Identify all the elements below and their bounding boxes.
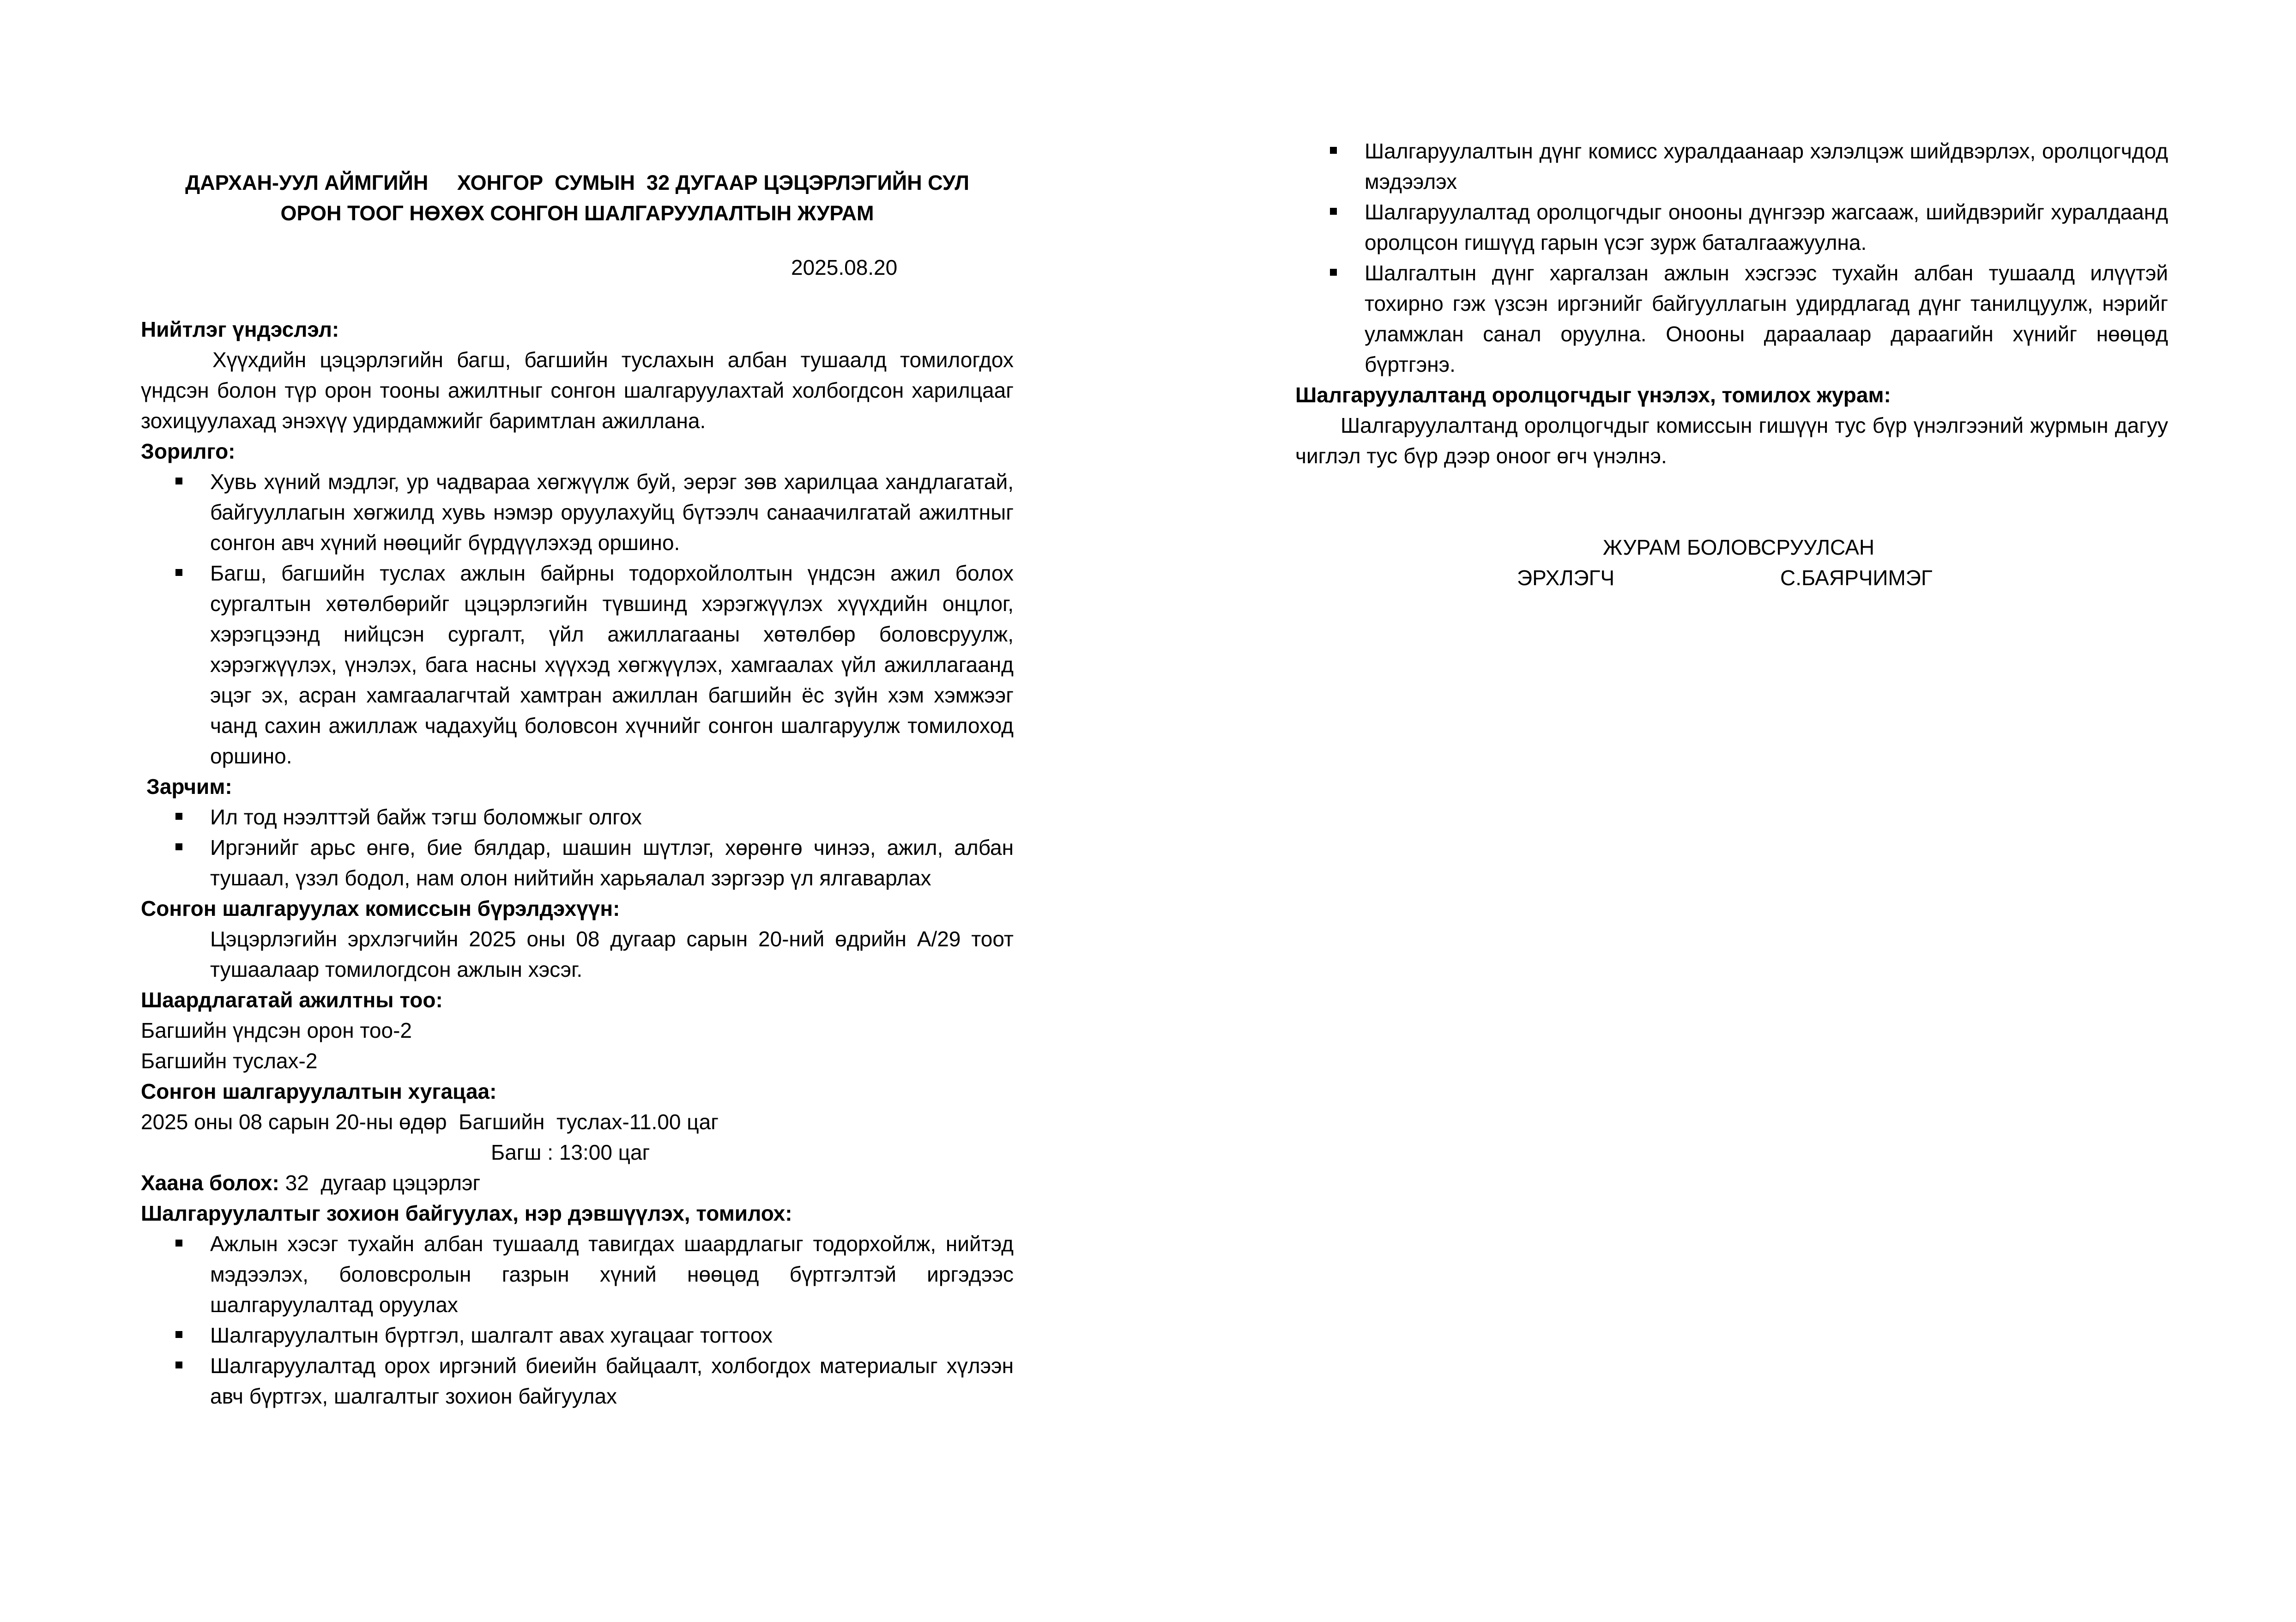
list-item: Ил тод нээлттэй байж тэгш боломжыг олгох — [141, 802, 1014, 832]
staff-line-2: Багшийн туслах-2 — [141, 1049, 318, 1073]
signature-role: ЭРХЛЭГЧ — [1517, 566, 1615, 590]
principle-heading: Зарчим: — [146, 775, 232, 799]
title-line-1: ДАРХАН-УУЛ АЙМГИЙН ХОНГОР СУМЫН 32 ДУГААР ЦЭЦЭРЛЭГИЙН СУЛ — [185, 171, 969, 194]
principle-list — [141, 802, 1014, 893]
staff-heading: Шаардлагатай ажилтны тоо: — [141, 988, 443, 1012]
place-row — [141, 1168, 1014, 1198]
list-item: Ажлын хэсэг тухайн албан тушаалд тавигдах шаардлагыг тодорхойлж, нийтэд мэдээлэх, боловсролын газрын хүний нөөцөд бүртгэлтэй иргэдээс шалгаруулалтад оруулах — [141, 1229, 1014, 1320]
staff-line-1: Багшийн үндсэн орон тоо-2 — [141, 1018, 412, 1042]
list-item: Хувь хүний мэдлэг, ур чадвараа хөгжүүлж буй, эерэг зөв харилцаа хандлагатай, байгууллагын хөгжилд хувь нэмэр оруулахуйц бүтээлч санаачилгатай ажилтныг сонгон авч хүний нөөцийг бүрдүүлэхэд оршино. — [141, 466, 1014, 558]
square-bullet-icon — [1330, 147, 1337, 154]
square-bullet-icon — [1330, 208, 1337, 215]
list-item: Шалгаруулалтын бүртгэл, шалгалт авах хугацааг тогтоох — [141, 1320, 1014, 1350]
time-heading: Сонгон шалгаруулалтын хугацаа: — [141, 1079, 497, 1103]
time-line-2: Багш : 13:00 цаг — [491, 1140, 650, 1164]
signature-title: ЖУРАМ БОЛОВСРУУЛСАН — [1602, 535, 1875, 559]
place-value: 32 дугаар цэцэрлэг — [279, 1171, 481, 1195]
right-body — [1295, 136, 2168, 593]
square-bullet-icon — [175, 478, 182, 484]
list-item: Иргэнийг арьс өнгө, бие бялдар, шашин шүтлэг, хөрөнгө чинээ, ажил, албан тушаал, үзэл бодол, нам олон нийтийн харьяалал зэргээр үл ялгаварлах — [141, 832, 1014, 893]
list-item: Шалгаруулалтад оролцогчдыг онооны дүнгээр жагсааж, шийдвэрийг хуралдаанд оролцсон гишүүд гарын үсэг зурж баталгаажуулна. — [1295, 197, 2168, 258]
list-item: Шалгаруулалтын дүнг комисс хуралдаанаар хэлэлцэж шийдвэрлэх, оролцогчдод мэдээлэх — [1295, 136, 2168, 197]
document-title — [141, 168, 1014, 229]
signature-name: С.БАЯРЧИМЭГ — [1780, 566, 1933, 590]
square-bullet-icon — [175, 1240, 182, 1247]
square-bullet-icon — [175, 1362, 182, 1368]
evaluation-heading: Шалгаруулалтанд оролцогчдыг үнэлэх, томилох журам: — [1295, 383, 1891, 407]
list-item: Шалгаруулалтад орох иргэний биеийн байцаалт, холбогдох материалыг хүлээн авч бүртгэх, шалгалтыг зохион байгуулах — [141, 1350, 1014, 1411]
time-line-1: 2025 оны 08 сарын 20-ны өдөр Багшийн туслах-11.00 цаг — [141, 1110, 719, 1134]
signature-row — [1295, 563, 2168, 593]
goal-heading: Зорилго: — [141, 439, 236, 463]
evaluation-text: Шалгаруулалтанд оролцогчдыг комиссын гишүүн тус бүр үнэлгээний журмын дагуу чиглэл тус бүр дээр оноог өгч үнэлнэ. — [1295, 413, 2168, 468]
left-body — [141, 314, 1014, 1411]
title-line-2: ОРОН ТООГ НӨХӨХ СОНГОН ШАЛГАРУУЛАЛТЫН ЖУРАМ — [280, 201, 874, 225]
square-bullet-icon — [175, 569, 182, 576]
goal-list — [141, 466, 1014, 771]
square-bullet-icon — [175, 843, 182, 850]
square-bullet-icon — [175, 813, 182, 820]
organize-list-continued — [1295, 136, 2168, 380]
general-heading: Нийтлэг үндэслэл: — [141, 317, 339, 341]
square-bullet-icon — [175, 1331, 182, 1338]
signature-block — [1295, 532, 2168, 593]
place-heading: Хаана болох: — [141, 1171, 279, 1195]
list-item: Багш, багшийн туслах ажлын байрны тодорхойлолтын үндсэн ажил болох сургалтын хөтөлбөрийг цэцэрлэгийн түвшинд хэрэгжүүлэх хүүхдийн онцлог, хэрэгцээнд нийцсэн сургалт, үйл ажиллагааны хөтөлбөр боловсруулж, хэрэгжүүлэх, үнэлэх, бага насны хүүхэд хөгжүүлэх, хамгаалах үйл ажиллагаанд эцэг эх, асран хамгаалагчтай хамтран ажиллан багшийн ёс зүйн хэм хэмжээг чанд сахин ажиллаж чадахуйц боловсон хүчнийг сонгон шалгаруулж томилоход оршино. — [141, 558, 1014, 771]
commission-heading: Сонгон шалгаруулах комиссын бүрэлдэхүүн: — [141, 896, 620, 920]
general-text: Хүүхдийн цэцэрлэгийн багш, багшийн туслахын албан тушаалд томилогдох үндсэн болон түр орон тооны ажилтныг сонгон шалгаруулахтай холбогдсон харилцааг зохицуулахад энэхүү удирдамжийг баримтлан ажиллана. — [141, 348, 1014, 433]
document-date: 2025.08.20 — [791, 255, 898, 279]
list-item: Шалгалтын дүнг харгалзан ажлын хэсгээс тухайн албан тушаалд илүүтэй тохирно гэж үзсэн иргэнийг байгууллагын удирдлагад дүнг танилцуулж, нэрийг уламжлан санал оруулна. Онооны дараалаар дараагийн хүнийг нөөцөд бүртгэнэ. — [1295, 258, 2168, 380]
commission-text: Цэцэрлэгийн эрхлэгчийн 2025 оны 08 дугаар сарын 20-ний өдрийн А/29 тоот тушаалаар томилогдсон ажлын хэсэг. — [210, 927, 1014, 981]
organize-list — [141, 1229, 1014, 1411]
organize-heading: Шалгаруулалтыг зохион байгуулах, нэр дэвшүүлэх, томилох: — [141, 1201, 792, 1225]
square-bullet-icon — [1330, 269, 1337, 276]
